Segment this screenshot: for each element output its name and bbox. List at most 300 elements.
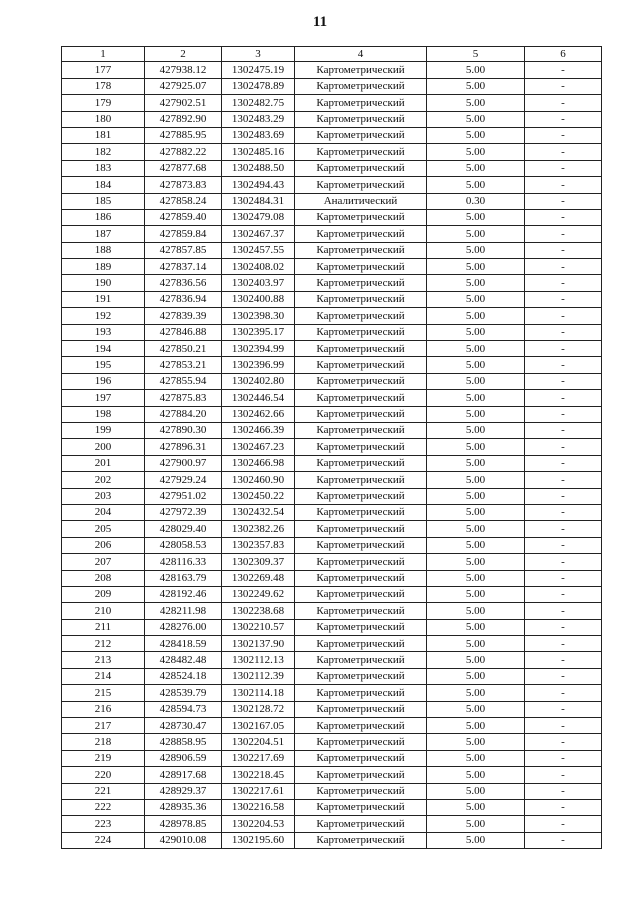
note-cell: - [525,799,602,815]
note-cell: - [525,275,602,291]
point-number-cell: 201 [62,455,145,471]
table-row [62,177,602,193]
x-coordinate-cell: 428211.98 [145,603,222,619]
accuracy-cell: 5.00 [427,701,525,717]
note-cell: - [525,472,602,488]
y-coordinate-cell: 1302238.68 [222,603,295,619]
table-row [62,259,602,275]
point-number-cell: 223 [62,816,145,832]
table-row [62,603,602,619]
table-row [62,423,602,439]
note-cell: - [525,685,602,701]
method-cell: Картометрический [295,799,427,815]
method-cell: Картометрический [295,242,427,258]
table-row [62,734,602,750]
method-cell: Картометрический [295,586,427,602]
header-row [62,47,602,62]
y-coordinate-cell: 1302475.19 [222,62,295,78]
x-coordinate-cell: 427855.94 [145,373,222,389]
note-cell: - [525,504,602,520]
x-coordinate-cell: 427839.39 [145,308,222,324]
x-coordinate-cell: 428418.59 [145,636,222,652]
point-number-cell: 188 [62,242,145,258]
accuracy-cell: 5.00 [427,652,525,668]
y-coordinate-cell: 1302112.39 [222,668,295,684]
x-coordinate-cell: 427938.12 [145,62,222,78]
table-row [62,636,602,652]
method-cell: Картометрический [295,341,427,357]
note-cell: - [525,767,602,783]
note-cell: - [525,488,602,504]
x-coordinate-cell: 427859.84 [145,226,222,242]
note-cell: - [525,701,602,717]
x-coordinate-cell: 428482.48 [145,652,222,668]
method-cell: Картометрический [295,472,427,488]
method-cell: Картометрический [295,95,427,111]
column-header-3: 3 [222,47,295,62]
note-cell: - [525,144,602,160]
point-number-cell: 187 [62,226,145,242]
point-number-cell: 212 [62,636,145,652]
table-row [62,406,602,422]
method-cell: Аналитический [295,193,427,209]
method-cell: Картометрический [295,275,427,291]
method-cell: Картометрический [295,537,427,553]
accuracy-cell: 5.00 [427,357,525,373]
y-coordinate-cell: 1302249.62 [222,586,295,602]
note-cell: - [525,619,602,635]
accuracy-cell: 5.00 [427,767,525,783]
method-cell: Картометрический [295,127,427,143]
point-number-cell: 200 [62,439,145,455]
note-cell: - [525,127,602,143]
note-cell: - [525,636,602,652]
method-cell: Картометрический [295,619,427,635]
table-row [62,554,602,570]
x-coordinate-cell: 427890.30 [145,423,222,439]
point-number-cell: 194 [62,341,145,357]
x-coordinate-cell: 427836.94 [145,291,222,307]
table-row [62,488,602,504]
point-number-cell: 192 [62,308,145,324]
note-cell: - [525,423,602,439]
accuracy-cell: 5.00 [427,78,525,94]
note-cell: - [525,652,602,668]
accuracy-cell: 5.00 [427,177,525,193]
method-cell: Картометрический [295,177,427,193]
note-cell: - [525,668,602,684]
x-coordinate-cell: 427837.14 [145,259,222,275]
y-coordinate-cell: 1302195.60 [222,832,295,848]
method-cell: Картометрический [295,390,427,406]
point-number-cell: 191 [62,291,145,307]
accuracy-cell: 5.00 [427,734,525,750]
point-number-cell: 199 [62,423,145,439]
note-cell: - [525,734,602,750]
x-coordinate-cell: 427900.97 [145,455,222,471]
y-coordinate-cell: 1302485.16 [222,144,295,160]
point-number-cell: 193 [62,324,145,340]
accuracy-cell: 5.00 [427,439,525,455]
point-number-cell: 213 [62,652,145,668]
point-number-cell: 221 [62,783,145,799]
accuracy-cell: 5.00 [427,799,525,815]
x-coordinate-cell: 427951.02 [145,488,222,504]
accuracy-cell: 5.00 [427,275,525,291]
x-coordinate-cell: 427877.68 [145,160,222,176]
point-number-cell: 183 [62,160,145,176]
accuracy-cell: 5.00 [427,783,525,799]
point-number-cell: 184 [62,177,145,193]
method-cell: Картометрический [295,259,427,275]
x-coordinate-cell: 427857.85 [145,242,222,258]
y-coordinate-cell: 1302483.69 [222,127,295,143]
method-cell: Картометрический [295,111,427,127]
table-row [62,111,602,127]
method-cell: Картометрический [295,718,427,734]
method-cell: Картометрический [295,685,427,701]
note-cell: - [525,177,602,193]
point-number-cell: 181 [62,127,145,143]
x-coordinate-cell: 428929.37 [145,783,222,799]
method-cell: Картометрический [295,324,427,340]
table-row [62,308,602,324]
accuracy-cell: 5.00 [427,226,525,242]
accuracy-cell: 0.30 [427,193,525,209]
table-row [62,373,602,389]
point-number-cell: 224 [62,832,145,848]
point-number-cell: 189 [62,259,145,275]
table-row [62,718,602,734]
table-row [62,439,602,455]
x-coordinate-cell: 427836.56 [145,275,222,291]
table-row [62,816,602,832]
method-cell: Картометрический [295,504,427,520]
accuracy-cell: 5.00 [427,111,525,127]
y-coordinate-cell: 1302382.26 [222,521,295,537]
point-number-cell: 178 [62,78,145,94]
note-cell: - [525,521,602,537]
y-coordinate-cell: 1302204.53 [222,816,295,832]
note-cell: - [525,373,602,389]
accuracy-cell: 5.00 [427,341,525,357]
accuracy-cell: 5.00 [427,668,525,684]
method-cell: Картометрический [295,554,427,570]
accuracy-cell: 5.00 [427,308,525,324]
table-row [62,127,602,143]
accuracy-cell: 5.00 [427,95,525,111]
y-coordinate-cell: 1302216.58 [222,799,295,815]
y-coordinate-cell: 1302482.75 [222,95,295,111]
method-cell: Картометрический [295,406,427,422]
table-row [62,767,602,783]
accuracy-cell: 5.00 [427,324,525,340]
y-coordinate-cell: 1302400.88 [222,291,295,307]
point-number-cell: 219 [62,750,145,766]
x-coordinate-cell: 427885.95 [145,127,222,143]
table-row [62,78,602,94]
x-coordinate-cell: 427858.24 [145,193,222,209]
x-coordinate-cell: 428539.79 [145,685,222,701]
method-cell: Картометрический [295,767,427,783]
method-cell: Картометрический [295,62,427,78]
note-cell: - [525,111,602,127]
method-cell: Картометрический [295,291,427,307]
point-number-cell: 179 [62,95,145,111]
point-number-cell: 196 [62,373,145,389]
method-cell: Картометрический [295,308,427,324]
x-coordinate-cell: 427902.51 [145,95,222,111]
note-cell: - [525,554,602,570]
table-row [62,324,602,340]
y-coordinate-cell: 1302394.99 [222,341,295,357]
column-header-2: 2 [145,47,222,62]
column-header-5: 5 [427,47,525,62]
accuracy-cell: 5.00 [427,423,525,439]
x-coordinate-cell: 428163.79 [145,570,222,586]
table-row [62,390,602,406]
y-coordinate-cell: 1302467.37 [222,226,295,242]
point-number-cell: 215 [62,685,145,701]
x-coordinate-cell: 428192.46 [145,586,222,602]
method-cell: Картометрический [295,734,427,750]
y-coordinate-cell: 1302479.08 [222,209,295,225]
note-cell: - [525,390,602,406]
x-coordinate-cell: 428935.36 [145,799,222,815]
y-coordinate-cell: 1302357.83 [222,537,295,553]
point-number-cell: 205 [62,521,145,537]
table-row [62,537,602,553]
point-number-cell: 202 [62,472,145,488]
y-coordinate-cell: 1302403.97 [222,275,295,291]
y-coordinate-cell: 1302114.18 [222,685,295,701]
note-cell: - [525,78,602,94]
x-coordinate-cell: 427846.88 [145,324,222,340]
point-number-cell: 218 [62,734,145,750]
accuracy-cell: 5.00 [427,373,525,389]
accuracy-cell: 5.00 [427,504,525,520]
accuracy-cell: 5.00 [427,144,525,160]
point-number-cell: 222 [62,799,145,815]
y-coordinate-cell: 1302478.89 [222,78,295,94]
accuracy-cell: 5.00 [427,685,525,701]
y-coordinate-cell: 1302402.80 [222,373,295,389]
table-row [62,504,602,520]
accuracy-cell: 5.00 [427,472,525,488]
x-coordinate-cell: 428276.00 [145,619,222,635]
table-row [62,750,602,766]
coordinates-table [61,46,602,849]
table-row [62,209,602,225]
page-number: 11 [312,14,328,30]
x-coordinate-cell: 427882.22 [145,144,222,160]
table-row [62,799,602,815]
table-row [62,701,602,717]
column-header-1: 1 [62,47,145,62]
accuracy-cell: 5.00 [427,291,525,307]
y-coordinate-cell: 1302446.54 [222,390,295,406]
note-cell: - [525,439,602,455]
point-number-cell: 195 [62,357,145,373]
accuracy-cell: 5.00 [427,636,525,652]
x-coordinate-cell: 428858.95 [145,734,222,750]
method-cell: Картометрический [295,423,427,439]
accuracy-cell: 5.00 [427,390,525,406]
table-row [62,570,602,586]
note-cell: - [525,357,602,373]
method-cell: Картометрический [295,209,427,225]
y-coordinate-cell: 1302396.99 [222,357,295,373]
method-cell: Картометрический [295,701,427,717]
note-cell: - [525,259,602,275]
method-cell: Картометрический [295,832,427,848]
note-cell: - [525,570,602,586]
point-number-cell: 203 [62,488,145,504]
x-coordinate-cell: 428978.85 [145,816,222,832]
accuracy-cell: 5.00 [427,259,525,275]
method-cell: Картометрический [295,636,427,652]
x-coordinate-cell: 427884.20 [145,406,222,422]
note-cell: - [525,586,602,602]
note-cell: - [525,816,602,832]
point-number-cell: 206 [62,537,145,553]
accuracy-cell: 5.00 [427,521,525,537]
method-cell: Картометрический [295,652,427,668]
note-cell: - [525,783,602,799]
point-number-cell: 214 [62,668,145,684]
note-cell: - [525,324,602,340]
x-coordinate-cell: 428116.33 [145,554,222,570]
x-coordinate-cell: 427972.39 [145,504,222,520]
y-coordinate-cell: 1302450.22 [222,488,295,504]
accuracy-cell: 5.00 [427,209,525,225]
note-cell: - [525,226,602,242]
note-cell: - [525,242,602,258]
table-body [62,62,602,849]
x-coordinate-cell: 428730.47 [145,718,222,734]
y-coordinate-cell: 1302460.90 [222,472,295,488]
point-number-cell: 211 [62,619,145,635]
note-cell: - [525,160,602,176]
y-coordinate-cell: 1302309.37 [222,554,295,570]
y-coordinate-cell: 1302466.98 [222,455,295,471]
y-coordinate-cell: 1302167.05 [222,718,295,734]
x-coordinate-cell: 427929.24 [145,472,222,488]
point-number-cell: 207 [62,554,145,570]
table-row [62,160,602,176]
table-row [62,291,602,307]
table-row [62,357,602,373]
note-cell: - [525,455,602,471]
table-row [62,685,602,701]
y-coordinate-cell: 1302432.54 [222,504,295,520]
y-coordinate-cell: 1302137.90 [222,636,295,652]
point-number-cell: 209 [62,586,145,602]
y-coordinate-cell: 1302218.45 [222,767,295,783]
table-row [62,472,602,488]
accuracy-cell: 5.00 [427,160,525,176]
y-coordinate-cell: 1302457.55 [222,242,295,258]
accuracy-cell: 5.00 [427,537,525,553]
table-row [62,455,602,471]
method-cell: Картометрический [295,439,427,455]
table-row [62,242,602,258]
accuracy-cell: 5.00 [427,127,525,143]
table-row [62,832,602,848]
method-cell: Картометрический [295,603,427,619]
note-cell: - [525,341,602,357]
y-coordinate-cell: 1302462.66 [222,406,295,422]
note-cell: - [525,62,602,78]
column-header-4: 4 [295,47,427,62]
point-number-cell: 185 [62,193,145,209]
note-cell: - [525,750,602,766]
table-row [62,144,602,160]
method-cell: Картометрический [295,668,427,684]
table-row [62,586,602,602]
note-cell: - [525,537,602,553]
x-coordinate-cell: 428906.59 [145,750,222,766]
method-cell: Картометрический [295,455,427,471]
x-coordinate-cell: 428594.73 [145,701,222,717]
accuracy-cell: 5.00 [427,242,525,258]
note-cell: - [525,95,602,111]
accuracy-cell: 5.00 [427,750,525,766]
x-coordinate-cell: 428029.40 [145,521,222,537]
y-coordinate-cell: 1302398.30 [222,308,295,324]
method-cell: Картометрический [295,357,427,373]
accuracy-cell: 5.00 [427,718,525,734]
y-coordinate-cell: 1302466.39 [222,423,295,439]
table-row [62,275,602,291]
method-cell: Картометрический [295,750,427,766]
table-row [62,226,602,242]
accuracy-cell: 5.00 [427,586,525,602]
accuracy-cell: 5.00 [427,832,525,848]
point-number-cell: 208 [62,570,145,586]
x-coordinate-cell: 429010.08 [145,832,222,848]
method-cell: Картометрический [295,521,427,537]
table-row [62,652,602,668]
column-header-6: 6 [525,47,602,62]
accuracy-cell: 5.00 [427,619,525,635]
table-header [62,47,602,62]
note-cell: - [525,209,602,225]
y-coordinate-cell: 1302112.13 [222,652,295,668]
x-coordinate-cell: 428524.18 [145,668,222,684]
point-number-cell: 220 [62,767,145,783]
table-row [62,341,602,357]
y-coordinate-cell: 1302395.17 [222,324,295,340]
point-number-cell: 186 [62,209,145,225]
y-coordinate-cell: 1302217.69 [222,750,295,766]
y-coordinate-cell: 1302494.43 [222,177,295,193]
method-cell: Картометрический [295,570,427,586]
note-cell: - [525,832,602,848]
y-coordinate-cell: 1302483.29 [222,111,295,127]
table-row [62,193,602,209]
x-coordinate-cell: 427896.31 [145,439,222,455]
note-cell: - [525,291,602,307]
accuracy-cell: 5.00 [427,554,525,570]
method-cell: Картометрический [295,226,427,242]
point-number-cell: 177 [62,62,145,78]
table-row [62,668,602,684]
y-coordinate-cell: 1302408.02 [222,259,295,275]
y-coordinate-cell: 1302204.51 [222,734,295,750]
x-coordinate-cell: 427859.40 [145,209,222,225]
accuracy-cell: 5.00 [427,406,525,422]
